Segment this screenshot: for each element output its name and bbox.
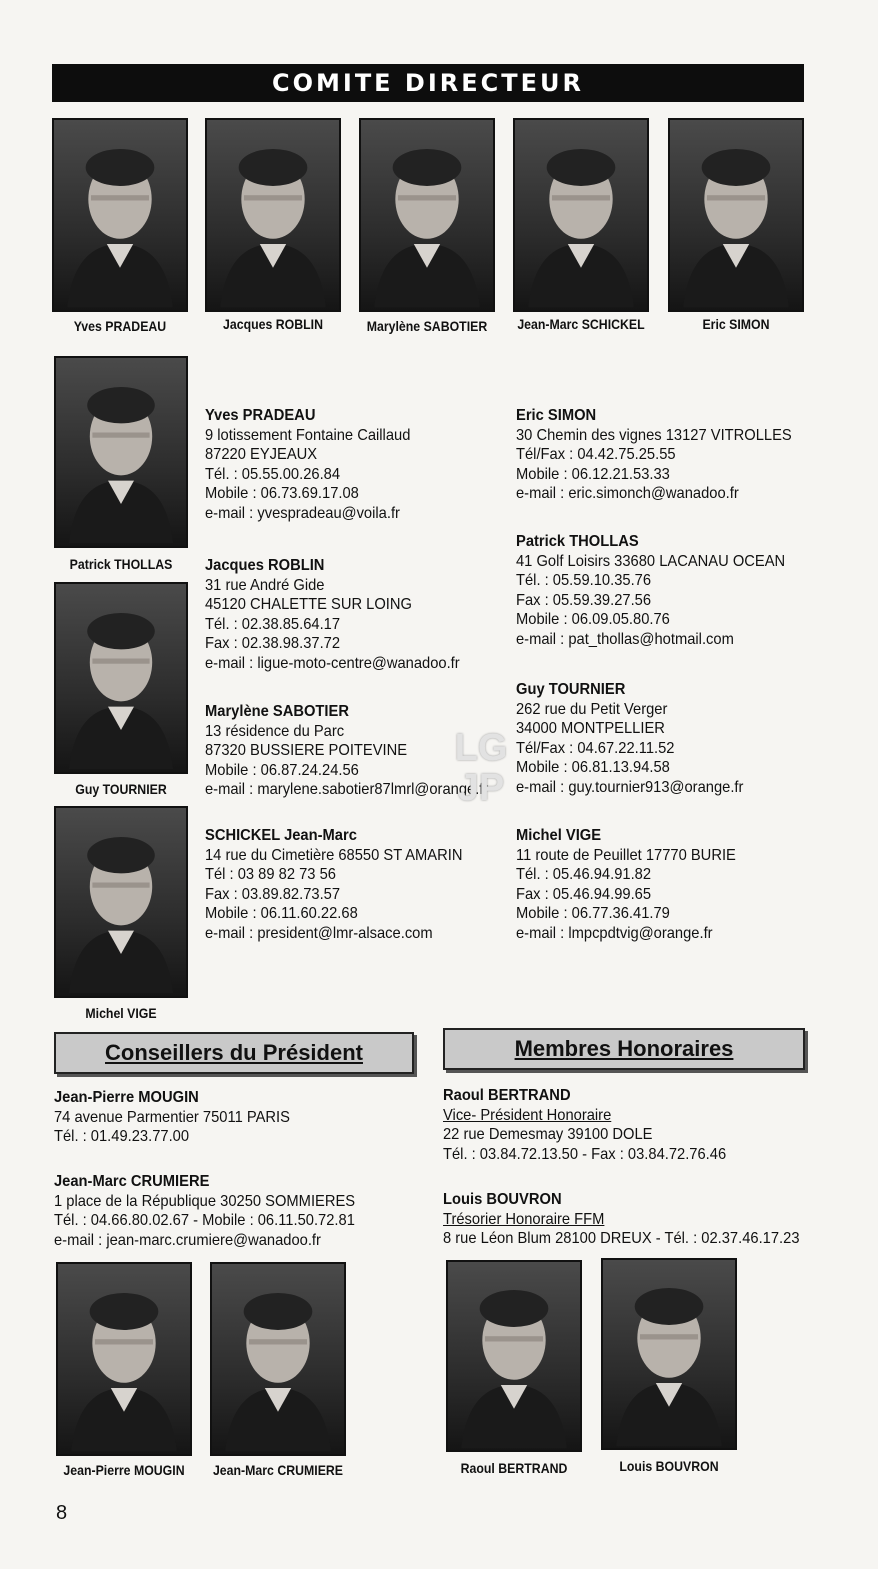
contact-line: Tél/Fax : 04.67.22.11.52 [516,739,675,757]
photo-yves-pradeau [52,118,188,312]
caption-patrick-thollas: Patrick THOLLAS [69,556,173,572]
contact-jean-marc-schickel [205,826,462,943]
caption-jacques-roblin: Jacques ROBLIN [223,316,323,332]
contact-line: e-mail : marylene.sabotier87lmrl@orange.fr [205,781,489,798]
photo-jean-marc-crumiere [210,1262,346,1456]
photo-jacques-roblin [205,118,341,312]
contact-line: e-mail : guy.tournier913@orange.fr [516,778,744,796]
photo-jean-marc-schickel [513,118,649,312]
caption-jean-marc-crumiere: Jean-Marc CRUMIERE [212,1462,344,1478]
honoraire-bertrand [443,1086,726,1164]
conseiller-crumiere [54,1172,355,1250]
honoraire-bouvron [443,1190,800,1249]
contact-line: Mobile : 06.73.69.17.08 [205,485,359,502]
watermark-logo: LG JP [454,727,508,809]
contact-line: e-mail : pat_thollas@hotmail.com [516,630,734,648]
contact-name: Raoul BERTRAND [443,1087,571,1104]
caption-yves-pradeau: Yves PRADEAU [73,318,167,334]
comite-directeur-banner: COMITE DIRECTEUR [52,64,804,102]
caption-eric-simon: Eric SIMON [702,316,770,332]
contact-line: Mobile : 06.12.21.53.33 [516,465,670,483]
contact-line: e-mail : ligue-moto-centre@wanadoo.fr [205,654,460,672]
contact-line: 87320 BUSSIERE POITEVINE [205,742,408,759]
contact-line: Fax : 03.89.82.73.57 [205,885,341,903]
photo-jean-pierre-mougin [56,1262,192,1456]
contact-guy-tournier [516,680,743,797]
caption-guy-tournier: Guy TOURNIER [75,781,167,797]
contact-name: Louis BOUVRON [443,1191,562,1208]
contact-line: e-mail : jean-marc.crumiere@wanadoo.fr [54,1231,321,1249]
contact-line: 9 lotissement Fontaine Caillaud [205,426,411,444]
contact-line: 45120 CHALETTE SUR LOING [205,596,412,613]
contact-line: 14 rue du Cimetière 68550 ST AMARIN [205,846,463,864]
contact-line: Tél. : 02.38.85.64.17 [205,615,341,633]
contact-name: Eric SIMON [516,407,597,424]
contact-line: 13 résidence du Parc [205,722,345,740]
contact-line: e-mail : eric.simonch@wanadoo.fr [516,485,739,502]
photo-michel-vige [54,806,188,998]
contact-line: 8 rue Léon Blum 28100 DREUX - Tél. : 02.37.46.17.23 [443,1230,800,1247]
contact-line: 41 Golf Loisirs 33680 LACANAU OCEAN [516,552,786,570]
contact-line: 74 avenue Parmentier 75011 PARIS [54,1108,290,1126]
contact-line: Fax : 05.46.94.99.65 [516,885,652,903]
contact-patrick-thollas [516,532,785,649]
contact-line: e-mail : yvespradeau@voila.fr [205,504,400,522]
contact-line: Tél. : 05.46.94.91.82 [516,866,652,883]
photo-louis-bouvron [601,1258,737,1450]
contact-line: 87220 EYJEAUX [205,446,318,463]
caption-jean-pierre-mougin: Jean-Pierre MOUGIN [63,1462,185,1478]
photo-raoul-bertrand [446,1260,582,1452]
contact-name: Jean-Pierre MOUGIN [54,1089,199,1106]
contact-eric-simon [516,406,792,504]
contact-line: Tél. : 05.59.10.35.76 [516,572,652,589]
contact-line: Tél. : 05.55.00.26.84 [205,465,341,483]
photo-patrick-thollas [54,356,188,548]
contact-jacques-roblin [205,556,460,673]
conseiller-mougin [54,1088,290,1147]
contact-role: Vice- Président Honoraire [443,1106,612,1124]
contact-line: 31 rue André Gide [205,576,325,594]
contact-line: Tél. : 04.66.80.02.67 - Mobile : 06.11.50.72.81 [54,1212,355,1229]
photo-eric-simon [668,118,804,312]
contact-name: Patrick THOLLAS [516,533,639,550]
contact-line: Tél. : 03.84.72.13.50 - Fax : 03.84.72.76.46 [443,1145,727,1163]
contact-line: Tél : 03 89 82 73 56 [205,866,336,883]
photo-guy-tournier [54,582,188,774]
contact-line: Tél. : 01.49.23.77.00 [54,1128,190,1145]
caption-marylene-sabotier: Marylène SABOTIER [366,318,488,334]
contact-line: Fax : 05.59.39.27.56 [516,591,652,609]
conseillers-header: Conseillers du Président [54,1032,414,1074]
contact-name: Guy TOURNIER [516,681,626,698]
contact-line: Mobile : 06.81.13.94.58 [516,759,670,776]
caption-jean-marc-schickel: Jean-Marc SCHICKEL [517,316,645,332]
contact-name: Jean-Marc CRUMIERE [54,1173,210,1190]
contact-name: SCHICKEL Jean-Marc [205,827,357,844]
honoraires-header: Membres Honoraires [443,1028,805,1070]
contact-line: Mobile : 06.77.36.41.79 [516,905,670,922]
contact-line: 22 rue Demesmay 39100 DOLE [443,1126,653,1143]
caption-raoul-bertrand: Raoul BERTRAND [460,1460,568,1476]
caption-michel-vige: Michel VIGE [85,1005,157,1021]
caption-louis-bouvron: Louis BOUVRON [619,1458,719,1474]
contact-line: 34000 MONTPELLIER [516,720,665,737]
contact-name: Michel VIGE [516,827,602,844]
contact-line: 11 route de Peuillet 17770 BURIE [516,846,736,864]
contact-line: 1 place de la République 30250 SOMMIERES [54,1192,356,1210]
contact-line: Mobile : 06.87.24.24.56 [205,761,359,779]
contact-role: Trésorier Honoraire FFM [443,1210,605,1228]
contact-line: Tél/Fax : 04.42.75.25.55 [516,446,676,463]
contact-line: e-mail : lmpcpdtvig@orange.fr [516,924,713,942]
contact-name: Jacques ROBLIN [205,557,325,574]
contact-name: Marylène SABOTIER [205,703,349,720]
photo-marylene-sabotier [359,118,495,312]
contact-yves-pradeau [205,406,410,523]
page-number: 8 [56,1502,68,1524]
contact-line: Fax : 02.38.98.37.72 [205,635,341,652]
contact-line: 262 rue du Petit Verger [516,700,668,718]
contact-line: Mobile : 06.09.05.80.76 [516,611,670,628]
contact-line: Mobile : 06.11.60.22.68 [205,905,358,922]
contact-line: 30 Chemin des vignes 13127 VITROLLES [516,426,792,444]
contact-michel-vige [516,826,736,943]
contact-line: e-mail : president@lmr-alsace.com [205,924,433,942]
contact-name: Yves PRADEAU [205,407,316,424]
